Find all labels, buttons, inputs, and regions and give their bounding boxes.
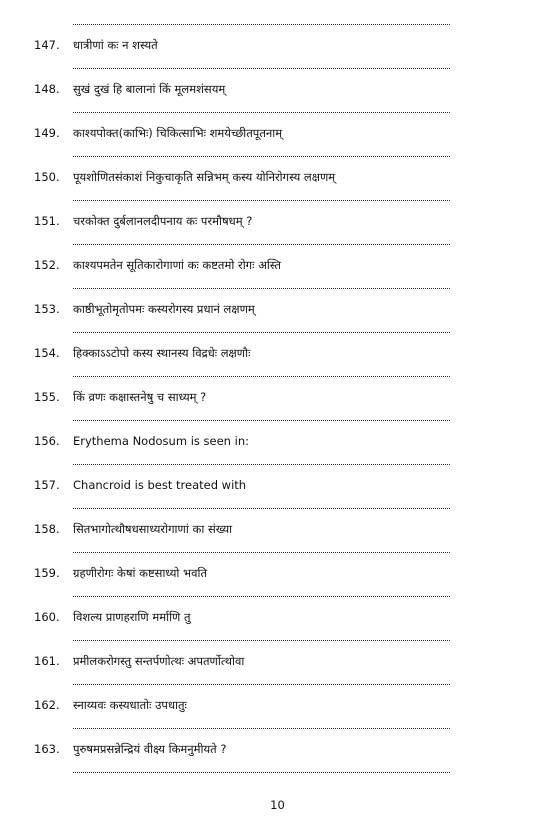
question-number: 161. bbox=[34, 654, 60, 668]
answer-line bbox=[73, 24, 450, 25]
question-text: धात्रीणां कः न शस्यते bbox=[73, 38, 158, 52]
question-number: 159. bbox=[34, 566, 60, 580]
answer-line bbox=[73, 288, 450, 289]
question-number: 154. bbox=[34, 346, 60, 360]
question-number: 150. bbox=[34, 170, 60, 184]
answer-line bbox=[73, 68, 450, 69]
question-number: 152. bbox=[34, 258, 60, 272]
question-number: 157. bbox=[34, 478, 60, 492]
answer-line bbox=[73, 420, 450, 421]
question-number: 158. bbox=[34, 522, 60, 536]
answer-line bbox=[73, 200, 450, 201]
answer-line bbox=[73, 552, 450, 553]
question-number: 151. bbox=[34, 214, 60, 228]
question-text: काष्ठीभूतोमृतोपमः कस्यरोगस्य प्रधानं लक्षणम् bbox=[73, 302, 255, 316]
question-text: सितभागोत्थौषधसाध्यरोगाणां का संख्या bbox=[73, 522, 233, 536]
page-number: 10 bbox=[270, 798, 285, 812]
question-number: 147. bbox=[34, 38, 60, 52]
question-text: किं व्रणः कक्षास्तनेषु च साध्यम् ? bbox=[73, 390, 207, 404]
question-number: 163. bbox=[34, 742, 60, 756]
question-text: विशल्य प्राणहराणि मर्माणि तु bbox=[73, 610, 191, 624]
question-text: ग्रहणीरोगः केषां कष्टसाध्यो भवति bbox=[73, 566, 208, 580]
answer-line bbox=[73, 244, 450, 245]
question-text: सुखं दुखं हि बालानां किं मूलमशंसयम् bbox=[73, 82, 226, 96]
question-text: हिक्काऽऽटोपो कस्य स्थानस्य विद्रधेः लक्षणौः bbox=[73, 346, 251, 360]
question-text: पूयशोणितसंकाशं निकुचाकृति सन्निभम् कस्य योनिरोगस्य लक्षणम् bbox=[73, 170, 336, 184]
question-number: 148. bbox=[34, 82, 60, 96]
question-text: चरकोक्त दुर्बलानलदीपनाय कः परमौषधम् ? bbox=[73, 214, 253, 228]
answer-line bbox=[73, 332, 450, 333]
question-number: 155. bbox=[34, 390, 60, 404]
answer-line bbox=[73, 684, 450, 685]
question-number: 149. bbox=[34, 126, 60, 140]
question-text: प्रमीलकरोगस्तु सन्तर्पणोत्थः अपतर्णोत्थोवा bbox=[73, 654, 245, 668]
answer-line bbox=[73, 112, 450, 113]
answer-line bbox=[73, 596, 450, 597]
answer-line bbox=[73, 156, 450, 157]
question-number: 156. bbox=[34, 434, 60, 448]
answer-line bbox=[73, 464, 450, 465]
question-text: काश्यपोक्त(काभिः) चिकित्साभिः शमयेच्छीतपूतनाम् bbox=[73, 126, 283, 140]
answer-line bbox=[73, 772, 450, 773]
question-text: पुरुषमप्रसन्नेन्द्रियं वीक्ष्य किमनुमीयते ? bbox=[73, 742, 227, 756]
answer-line bbox=[73, 376, 450, 377]
question-number: 153. bbox=[34, 302, 60, 316]
answer-line bbox=[73, 728, 450, 729]
question-number: 162. bbox=[34, 698, 60, 712]
question-text: काश्यपमतेन सूतिकारोगाणां कः कष्टतमो रोगः अस्ति bbox=[73, 258, 281, 272]
answer-line bbox=[73, 508, 450, 509]
question-text: Chancroid is best treated with bbox=[73, 478, 247, 492]
question-text: Erythema Nodosum is seen in: bbox=[73, 434, 249, 448]
question-text: स्नाय्यवः कस्यधातोः उपधातुः bbox=[73, 698, 187, 712]
question-number: 160. bbox=[34, 610, 60, 624]
answer-line bbox=[73, 640, 450, 641]
